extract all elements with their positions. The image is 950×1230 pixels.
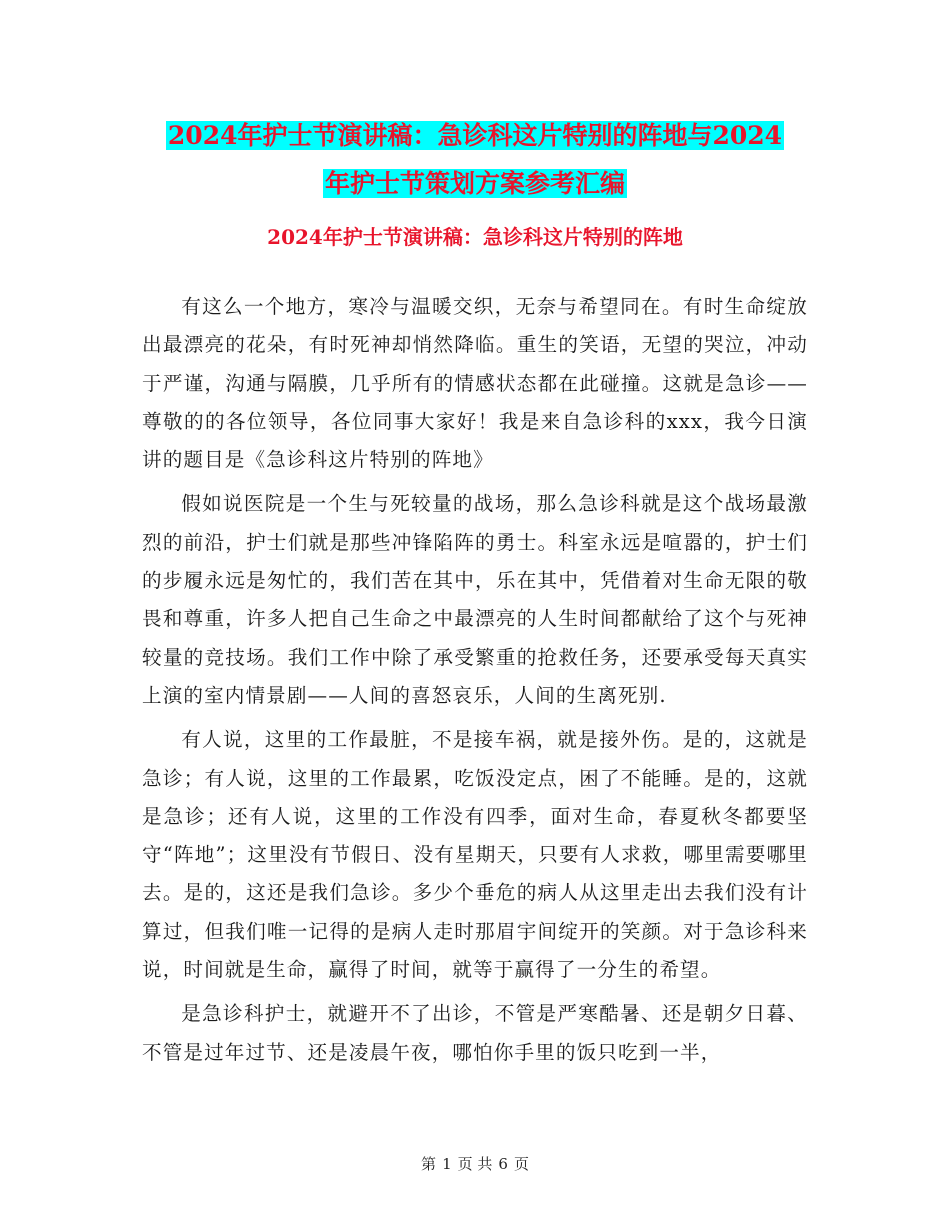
document-title-line-1: 2024年护士节演讲稿：急诊科这片特别的阵地与2024 — [167, 121, 783, 150]
paragraph-2: 假如说医院是一个生与死较量的战场，那么急诊科就是这个战场最激烈的前沿，护士们就是那些冲锋陷阵的勇士。科室永远是喧嚣的，护士们的步履永远是匆忙的，我们苦在其中，乐在其中，凭借着对生命无限的敬畏和尊重，许多人把自己生命之中最漂亮的人生时间都献给了这个与死神较量的竞技场。我们工作中除了承受繁重的抢救任务，还要承受每天真实上演的室内情景剧——人间的喜怒哀乐，人间的生离死别. — [142, 492, 808, 707]
footer-middle: 页 共 — [457, 1155, 493, 1173]
document-body — [142, 288, 808, 1078]
paragraph-1: 有这么一个地方，寒冷与温暖交织，无奈与希望同在。有时生命绽放出最漂亮的花朵，有时死神却悄然降临。重生的笑语，无望的哭泣，冲动于严谨，沟通与隔膜，几乎所有的情感状态都在此碰撞。这就是急诊——尊敬的的各位领导，各位同事大家好！我是来自急诊科的xxx，我今日演讲的题目是《急诊科这片特别的阵地》 — [142, 295, 808, 472]
footer-current-page: 1 — [442, 1155, 452, 1173]
document-title-line-2: 年护士节策划方案参考汇编 — [324, 169, 625, 198]
document-title — [140, 112, 810, 208]
page-number-footer — [0, 1153, 950, 1175]
paragraph-3: 有人说，这里的工作最脏，不是接车祸，就是接外伤。是的，这就是急诊；有人说，这里的工作最累，吃饭没定点，困了不能睡。是的，这就是急诊；还有人说，这里的工作没有四季，面对生命，春夏秋冬都要坚守“阵地”；这里没有节假日、没有星期天，只要有人求救，哪里需要哪里去。是的，这还是我们急诊。多少个垂危的病人从这里走出去我们没有计算过，但我们唯一记得的是病人走时那眉宇间绽开的笑颜。对于急诊科来说，时间就是生命，赢得了时间，就等于赢得了一分生的希望。 — [142, 728, 808, 982]
footer-total-pages: 6 — [498, 1155, 508, 1173]
paragraph-4: 是急诊科护士，就避开不了出诊，不管是严寒酷暑、还是朝夕日暮、不管是过年过节、还是凌晨午夜，哪怕你手里的饭只吃到一半， — [142, 1002, 808, 1064]
section-title: 2024年护士节演讲稿：急诊科这片特别的阵地 — [267, 225, 683, 249]
footer-suffix: 页 — [513, 1155, 529, 1173]
footer-prefix: 第 — [421, 1155, 437, 1173]
